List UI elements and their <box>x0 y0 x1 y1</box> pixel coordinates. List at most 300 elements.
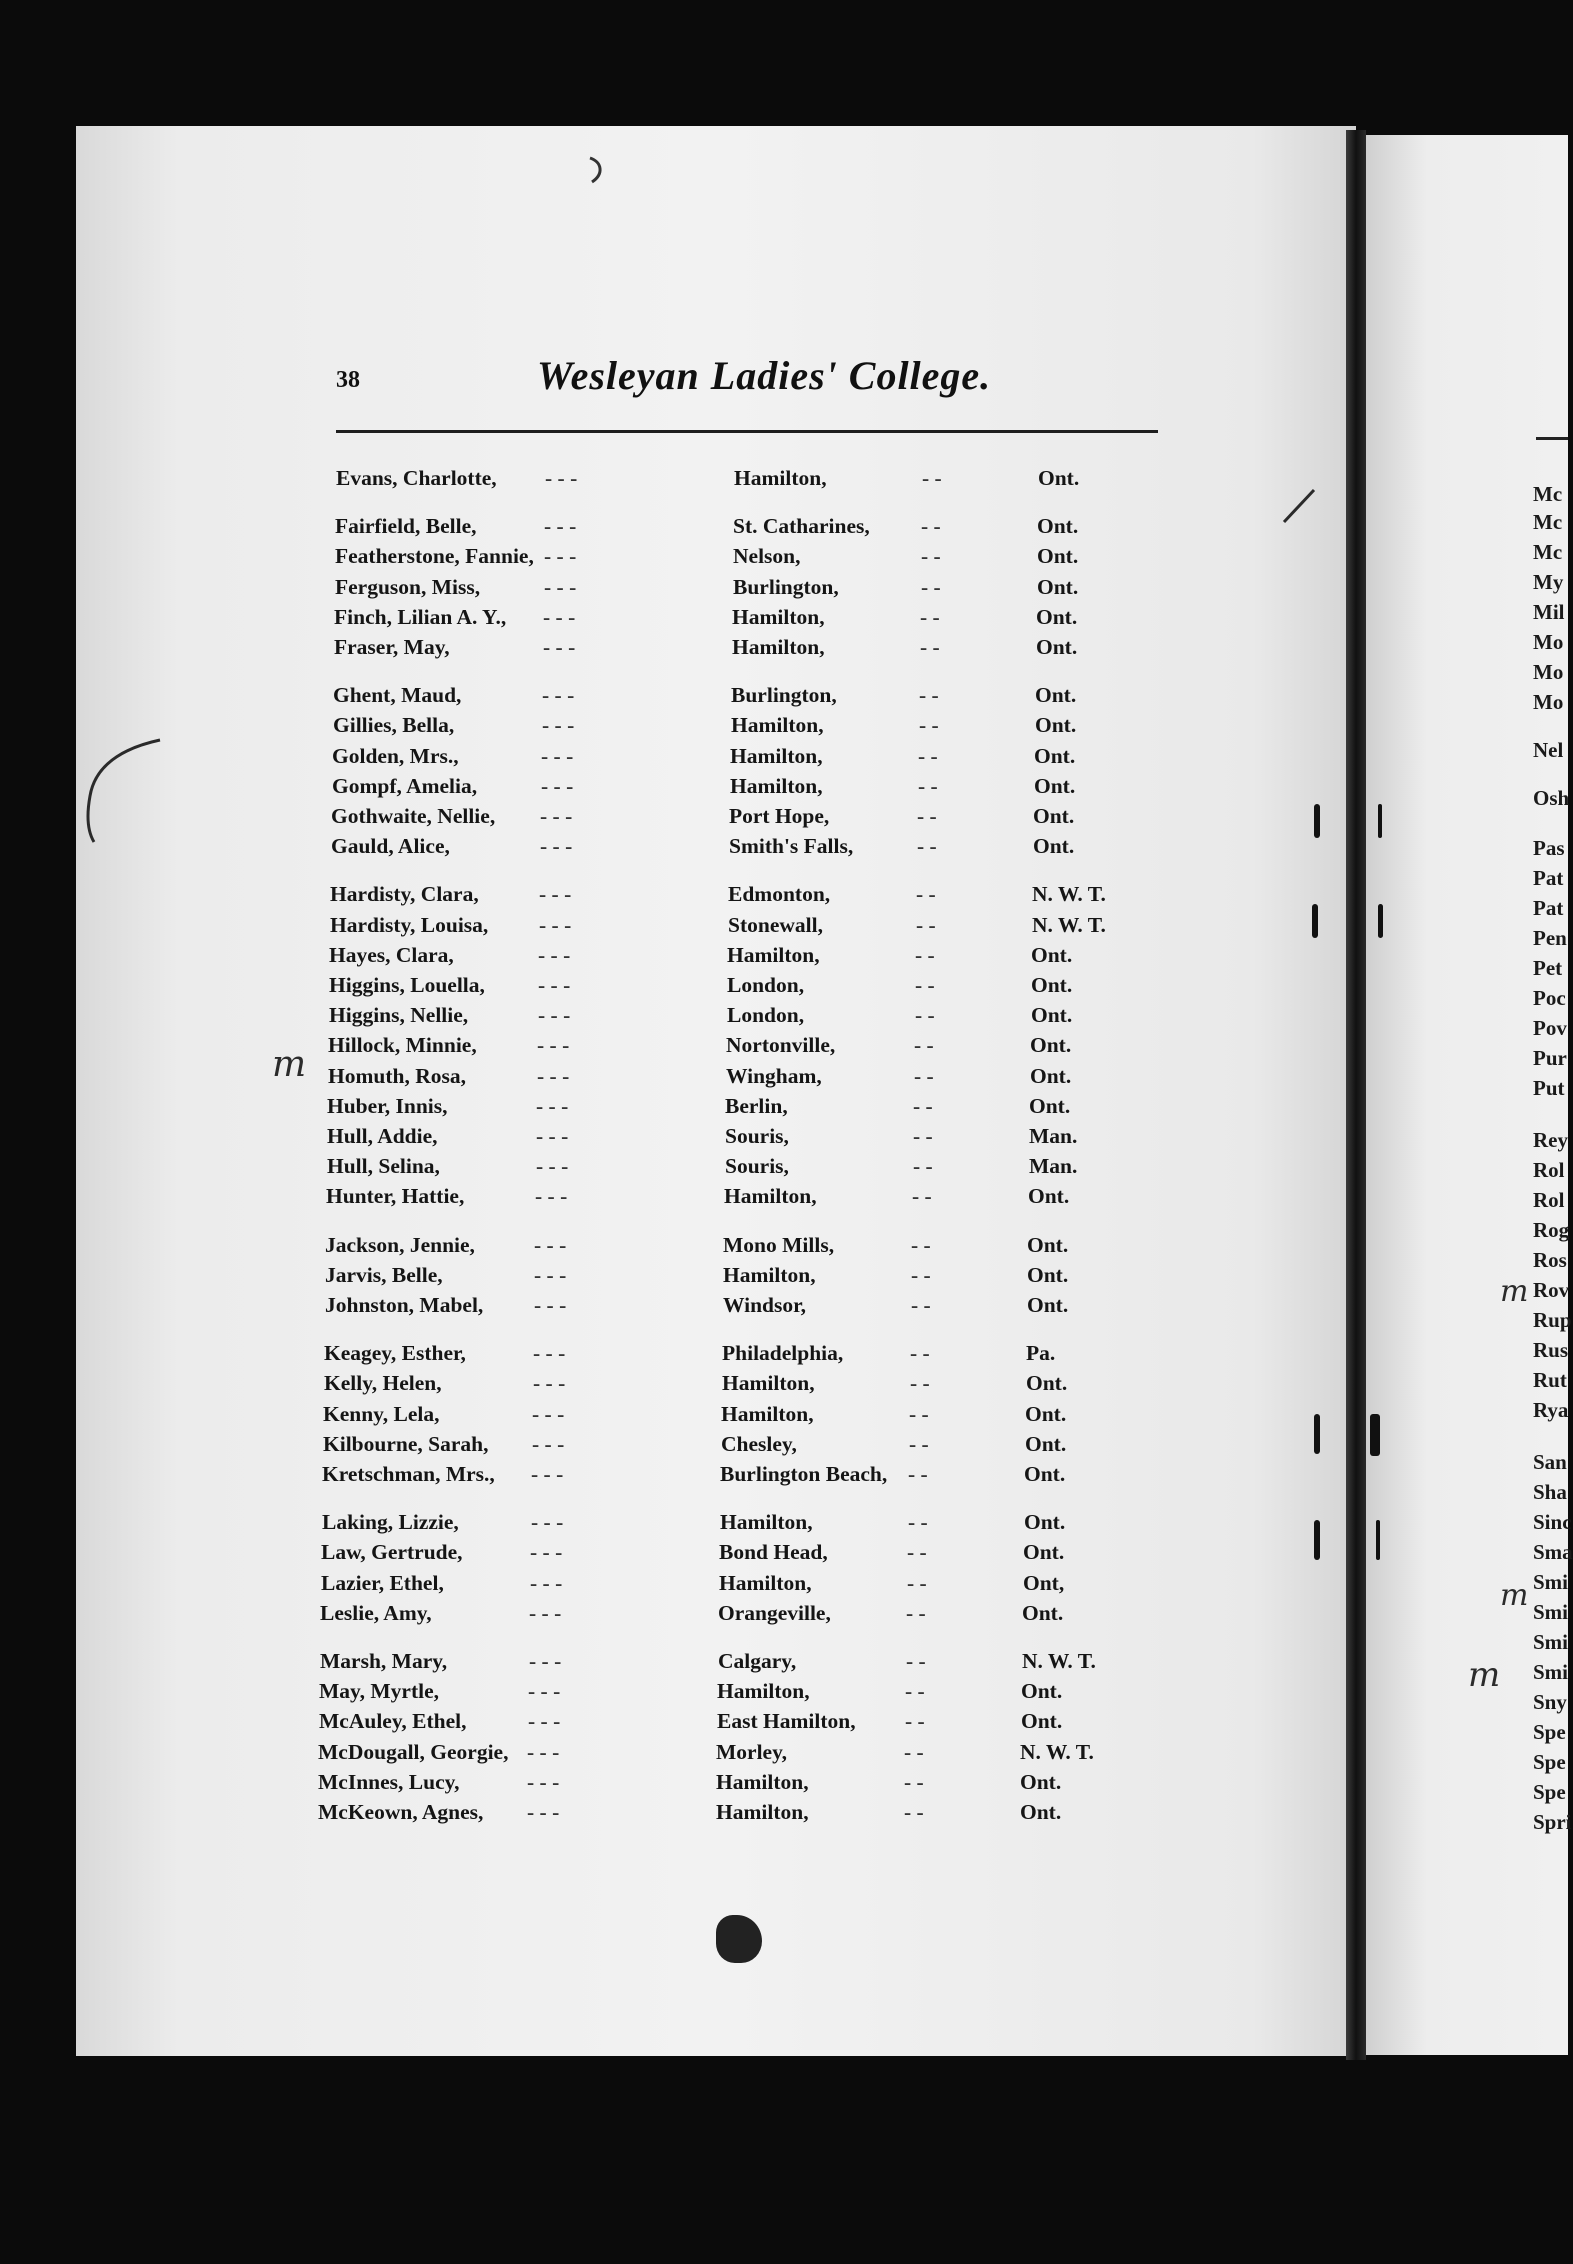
leader-dots: - - - <box>539 913 572 937</box>
student-province: N. W. T. <box>1022 1649 1096 1673</box>
leader-dots: - - - <box>527 1770 560 1794</box>
student-name: Ghent, Maud, <box>333 683 462 707</box>
leader-dots: - - - <box>528 1709 561 1733</box>
list-item <box>0 1462 1200 1492</box>
facing-page-fragment: Mc <box>1533 482 1563 506</box>
leader-dots: - - - <box>529 1601 562 1625</box>
student-name: Hull, Addie, <box>327 1124 438 1148</box>
student-province: Ont. <box>1036 635 1078 659</box>
facing-page-fragment: Sny <box>1533 1690 1567 1714</box>
student-province: Ont. <box>1020 1770 1062 1794</box>
leader-dots: - - - <box>543 605 576 629</box>
student-province: Pa. <box>1026 1341 1056 1365</box>
student-town: Wingham, <box>726 1064 822 1088</box>
student-province: Ont. <box>1024 1462 1066 1486</box>
list-item <box>0 1510 1200 1540</box>
list-item <box>0 605 1200 635</box>
facing-page-fragment: San <box>1533 1450 1567 1474</box>
student-province: Ont. <box>1037 514 1079 538</box>
student-town: Bond Head, <box>719 1540 828 1564</box>
list-item <box>0 1740 1200 1770</box>
leader-dots: - - <box>908 1510 928 1534</box>
facing-page-fragment: Pur <box>1533 1046 1567 1070</box>
student-province: Ont. <box>1028 1184 1070 1208</box>
student-town: Mono Mills, <box>723 1233 835 1257</box>
student-town: Hamilton, <box>727 943 820 967</box>
facing-page-fragment: Sha <box>1533 1480 1567 1504</box>
student-town: Hamilton, <box>716 1800 809 1824</box>
leader-dots: - - <box>921 514 941 538</box>
header-rule <box>336 430 1158 433</box>
student-name: Higgins, Nellie, <box>329 1003 469 1027</box>
student-town: Morley, <box>716 1740 788 1764</box>
student-province: Ont. <box>1037 544 1079 568</box>
leader-dots: - - <box>921 575 941 599</box>
leader-dots: - - <box>911 1293 931 1317</box>
student-town: Port Hope, <box>729 804 830 828</box>
facing-page-fragment: Rol <box>1533 1188 1565 1212</box>
student-province: Ont. <box>1024 1510 1066 1534</box>
student-town: East Hamilton, <box>717 1709 856 1733</box>
facing-page-fragment: Pat <box>1533 896 1564 920</box>
student-name: Laking, Lizzie, <box>322 1510 459 1534</box>
student-province: Ont, <box>1023 1571 1065 1595</box>
leader-dots: - - <box>918 774 938 798</box>
student-province: Ont. <box>1037 575 1079 599</box>
student-town: Hamilton, <box>717 1679 810 1703</box>
student-name: Keagey, Esther, <box>324 1341 466 1365</box>
student-name: McDougall, Georgie, <box>318 1740 509 1764</box>
student-name: Kelly, Helen, <box>324 1371 442 1395</box>
student-province: Ont. <box>1035 713 1077 737</box>
facing-page-fragment: Pat <box>1533 866 1564 890</box>
leader-dots: - - - <box>534 1263 567 1287</box>
list-item <box>0 973 1200 1003</box>
student-town: Hamilton, <box>719 1571 812 1595</box>
student-name: Hull, Selina, <box>327 1154 440 1178</box>
student-town: Hamilton, <box>721 1402 814 1426</box>
facing-page-fragment: Poc <box>1533 986 1566 1010</box>
list-item <box>0 683 1200 713</box>
student-province: Ont. <box>1030 1033 1072 1057</box>
leader-dots: - - - <box>528 1679 561 1703</box>
leader-dots: - - <box>905 1679 925 1703</box>
student-province: N. W. T. <box>1032 913 1106 937</box>
facing-page-fragment: Rya <box>1533 1398 1569 1422</box>
leader-dots: - - - <box>544 575 577 599</box>
leader-dots: - - <box>913 1124 933 1148</box>
page-title: Wesleyan Ladies' College. <box>537 353 992 398</box>
list-item <box>0 544 1200 574</box>
leader-dots: - - - <box>540 804 573 828</box>
leader-dots: - - <box>905 1709 925 1733</box>
student-town: Philadelphia, <box>722 1341 844 1365</box>
leader-dots: - - <box>914 1033 934 1057</box>
leader-dots: - - <box>915 1003 935 1027</box>
leader-dots: - - <box>904 1800 924 1824</box>
list-item <box>0 1064 1200 1094</box>
leader-dots: - - <box>912 1184 932 1208</box>
student-province: Man. <box>1029 1124 1078 1148</box>
facing-page-fragment: Mil <box>1533 600 1565 624</box>
facing-page-fragment: Mc <box>1533 540 1563 564</box>
student-province: Ont. <box>1022 1601 1064 1625</box>
list-item <box>0 882 1200 912</box>
student-name: Gompf, Amelia, <box>332 774 478 798</box>
leader-dots: - - <box>917 834 937 858</box>
student-province: N. W. T. <box>1032 882 1106 906</box>
leader-dots: - - - <box>533 1341 566 1365</box>
leader-dots: - - <box>904 1740 924 1764</box>
student-town: Souris, <box>725 1154 789 1178</box>
student-town: Chesley, <box>721 1432 797 1456</box>
leader-dots: - - <box>911 1263 931 1287</box>
leader-dots: - - - <box>532 1402 565 1426</box>
student-name: Lazier, Ethel, <box>321 1571 444 1595</box>
facing-page-fragment: Smi <box>1533 1660 1569 1684</box>
leader-dots: - - - <box>536 1124 569 1148</box>
handwritten-mark: m <box>1500 1578 1529 1613</box>
facing-page-fragment: Sinc <box>1533 1510 1572 1534</box>
list-item <box>0 1709 1200 1739</box>
facing-page-fragment: Pov <box>1533 1016 1567 1040</box>
student-town: Hamilton, <box>732 605 825 629</box>
facing-page-fragment: Spe <box>1533 1720 1566 1744</box>
facing-page-fragment: Smi <box>1533 1600 1569 1624</box>
gutter-tick <box>1378 804 1382 838</box>
student-town: Burlington, <box>731 683 837 707</box>
student-town: Smith's Falls, <box>729 834 854 858</box>
student-province: Ont. <box>1025 1432 1067 1456</box>
list-item <box>0 1649 1200 1679</box>
list-item <box>0 1679 1200 1709</box>
student-town: London, <box>727 973 805 997</box>
leader-dots: - - <box>920 605 940 629</box>
student-name: Gothwaite, Nellie, <box>331 804 496 828</box>
student-province: Man. <box>1029 1154 1078 1178</box>
student-town: Hamilton, <box>730 744 823 768</box>
student-town: Hamilton, <box>724 1184 817 1208</box>
leader-dots: - - - <box>534 1233 567 1257</box>
facing-page-fragment: Rol <box>1533 1158 1565 1182</box>
student-town: Hamilton, <box>732 635 825 659</box>
student-province: N. W. T. <box>1020 1740 1094 1764</box>
list-item <box>0 635 1200 665</box>
student-name: Fairfield, Belle, <box>335 514 477 538</box>
student-town: St. Catharines, <box>733 514 870 538</box>
list-item <box>0 1124 1200 1154</box>
student-town: Orangeville, <box>718 1601 831 1625</box>
student-name: McAuley, Ethel, <box>319 1709 467 1733</box>
stray-mark <box>584 152 614 194</box>
list-item <box>0 1184 1200 1214</box>
leader-dots: - - <box>910 1371 930 1395</box>
leader-dots: - - - <box>531 1462 564 1486</box>
list-item <box>0 1003 1200 1033</box>
page-number: 38 <box>336 367 360 393</box>
student-province: Ont. <box>1021 1679 1063 1703</box>
page-header <box>0 0 1568 460</box>
facing-page-fragment: Osh <box>1533 786 1570 810</box>
leader-dots: - - <box>918 744 938 768</box>
leader-dots: - - <box>909 1402 929 1426</box>
student-province: Ont. <box>1026 1371 1068 1395</box>
leader-dots: - - - <box>542 683 575 707</box>
student-town: Hamilton, <box>716 1770 809 1794</box>
student-name: Marsh, Mary, <box>320 1649 448 1673</box>
leader-dots: - - - <box>544 514 577 538</box>
student-name: Jarvis, Belle, <box>325 1263 443 1287</box>
leader-dots: - - - <box>530 1571 563 1595</box>
student-town: Hamilton, <box>723 1263 816 1287</box>
leader-dots: - - <box>904 1770 924 1794</box>
facing-page-fragment: Ros <box>1533 1248 1567 1272</box>
student-province: Ont. <box>1038 466 1080 490</box>
student-province: Ont. <box>1025 1402 1067 1426</box>
leader-dots: - - <box>906 1649 926 1673</box>
handwritten-bracket-mark <box>82 736 162 846</box>
leader-dots: - - <box>909 1432 929 1456</box>
leader-dots: - - - <box>536 1154 569 1178</box>
student-town: Edmonton, <box>728 882 831 906</box>
list-item <box>0 774 1200 804</box>
student-province: Ont. <box>1027 1233 1069 1257</box>
list-item <box>0 804 1200 834</box>
student-name: McInnes, Lucy, <box>318 1770 460 1794</box>
student-name: McKeown, Agnes, <box>318 1800 484 1824</box>
facing-page-fragment: Rov <box>1533 1278 1570 1302</box>
leader-dots: - - <box>919 713 939 737</box>
list-item <box>0 1402 1200 1432</box>
student-town: Berlin, <box>725 1094 788 1118</box>
student-town: Hamilton, <box>731 713 824 737</box>
leader-dots: - - - <box>536 1094 569 1118</box>
student-province: Ont. <box>1030 1064 1072 1088</box>
gutter-tick <box>1312 904 1318 938</box>
gutter-tick <box>1314 1520 1320 1560</box>
student-name: Finch, Lilian A. Y., <box>334 605 507 629</box>
gutter-tick <box>1376 1520 1380 1560</box>
student-town: Calgary, <box>718 1649 797 1673</box>
student-name: Huber, Innis, <box>327 1094 448 1118</box>
student-name: Gillies, Bella, <box>333 713 455 737</box>
student-province: Ont. <box>1020 1800 1062 1824</box>
facing-page-fragment: Spe <box>1533 1780 1566 1804</box>
facing-page-fragment: Pet <box>1533 956 1563 980</box>
facing-page-fragment: Sma <box>1533 1540 1573 1564</box>
leader-dots: - - <box>914 1064 934 1088</box>
gutter-tick <box>1370 1414 1380 1456</box>
list-item <box>0 834 1200 864</box>
leader-dots: - - - <box>541 774 574 798</box>
student-name: Evans, Charlotte, <box>336 466 497 490</box>
facing-page-fragment: Smi <box>1533 1570 1569 1594</box>
list-item <box>0 1432 1200 1462</box>
leader-dots: - - - <box>542 713 575 737</box>
student-town: Nortonville, <box>726 1033 836 1057</box>
list-item <box>0 514 1200 544</box>
leader-dots: - - - <box>537 1064 570 1088</box>
student-town: Nelson, <box>733 544 801 568</box>
leader-dots: - - <box>915 973 935 997</box>
student-name: Homuth, Rosa, <box>328 1064 466 1088</box>
leader-dots: - - <box>913 1154 933 1178</box>
leader-dots: - - <box>922 466 942 490</box>
facing-page-fragment: Rup <box>1533 1308 1572 1332</box>
student-name: Higgins, Louella, <box>329 973 485 997</box>
leader-dots: - - <box>920 635 940 659</box>
list-item <box>0 1263 1200 1293</box>
leader-dots: - - <box>908 1462 928 1486</box>
student-province: Ont. <box>1034 774 1076 798</box>
list-item <box>0 1371 1200 1401</box>
list-item <box>0 913 1200 943</box>
student-province: Ont. <box>1031 943 1073 967</box>
leader-dots: - - - <box>543 635 576 659</box>
facing-page-fragment: Put <box>1533 1076 1565 1100</box>
list-item <box>0 744 1200 774</box>
student-province: Ont. <box>1031 1003 1073 1027</box>
student-name: Hardisty, Clara, <box>330 882 479 906</box>
list-item <box>0 1601 1200 1631</box>
student-name: Kretschman, Mrs., <box>322 1462 495 1486</box>
leader-dots: - - - <box>527 1800 560 1824</box>
leader-dots: - - - <box>529 1649 562 1673</box>
student-province: Ont. <box>1034 744 1076 768</box>
list-item <box>0 1800 1200 1830</box>
leader-dots: - - - <box>532 1432 565 1456</box>
handwritten-mark: m <box>272 1044 307 1085</box>
facing-page-fragment: My <box>1533 570 1564 594</box>
student-town: Souris, <box>725 1124 789 1148</box>
student-town: Hamilton, <box>720 1510 813 1534</box>
student-province: Ont. <box>1035 683 1077 707</box>
facing-page-fragment: Pas <box>1533 836 1565 860</box>
leader-dots: - - - <box>533 1371 566 1395</box>
facing-page-fragment: Rus <box>1533 1338 1569 1362</box>
leader-dots: - - - <box>544 544 577 568</box>
student-name: Featherstone, Fannie, <box>335 544 534 568</box>
gutter-tick <box>1378 904 1383 938</box>
facing-page-fragment: Nel <box>1533 738 1564 762</box>
leader-dots: - - - <box>540 834 573 858</box>
facing-page-fragment: Spri <box>1533 1810 1572 1834</box>
facing-page-fragment: Smi <box>1533 1630 1569 1654</box>
handwritten-mark: m <box>1468 1655 1501 1695</box>
facing-page-fragment: Rut <box>1533 1368 1567 1392</box>
list-item <box>0 1770 1200 1800</box>
list-item <box>0 1341 1200 1371</box>
list-item <box>0 1233 1200 1263</box>
student-town: Hamilton, <box>722 1371 815 1395</box>
leader-dots: - - - <box>530 1540 563 1564</box>
leader-dots: - - <box>911 1233 931 1257</box>
student-name: Kilbourne, Sarah, <box>323 1432 489 1456</box>
student-province: Ont. <box>1029 1094 1071 1118</box>
leader-dots: - - <box>915 943 935 967</box>
leader-dots: - - - <box>534 1293 567 1317</box>
student-town: Hamilton, <box>734 466 827 490</box>
pencil-stroke-mark <box>1280 486 1320 526</box>
student-name: Law, Gertrude, <box>321 1540 463 1564</box>
list-item <box>0 466 1200 496</box>
facing-page-fragment: Mo <box>1533 660 1564 684</box>
student-province: Ont. <box>1021 1709 1063 1733</box>
list-item <box>0 1293 1200 1323</box>
list-item <box>0 1571 1200 1601</box>
leader-dots: - - - <box>538 1003 571 1027</box>
student-town: Burlington, <box>733 575 839 599</box>
leader-dots: - - - <box>538 973 571 997</box>
student-province: Ont. <box>1031 973 1073 997</box>
gutter-tick <box>1314 804 1320 838</box>
facing-page-fragment: Rey <box>1533 1128 1568 1152</box>
leader-dots: - - <box>907 1540 927 1564</box>
leader-dots: - - - <box>538 943 571 967</box>
student-province: Ont. <box>1027 1263 1069 1287</box>
student-name: Leslie, Amy, <box>320 1601 432 1625</box>
leader-dots: - - - <box>545 466 578 490</box>
student-province: Ont. <box>1023 1540 1065 1564</box>
list-item <box>0 1033 1200 1063</box>
list-item <box>0 1540 1200 1570</box>
list-item <box>0 575 1200 605</box>
leader-dots: - - - <box>537 1033 570 1057</box>
leader-dots: - - <box>906 1601 926 1625</box>
list-item <box>0 1154 1200 1184</box>
student-name: Gauld, Alice, <box>331 834 450 858</box>
leader-dots: - - <box>921 544 941 568</box>
student-name: Hunter, Hattie, <box>326 1184 465 1208</box>
list-item <box>0 943 1200 973</box>
facing-page-fragment: Rog <box>1533 1218 1570 1242</box>
leader-dots: - - <box>916 882 936 906</box>
student-town: Burlington Beach, <box>720 1462 888 1486</box>
facing-page-fragment: Pen <box>1533 926 1567 950</box>
list-item <box>0 713 1200 743</box>
leader-dots: - - - <box>539 882 572 906</box>
leader-dots: - - - <box>531 1510 564 1534</box>
student-name: Hillock, Minnie, <box>328 1033 477 1057</box>
student-town: Windsor, <box>723 1293 807 1317</box>
facing-page-fragment: Mc <box>1533 510 1563 534</box>
ink-blot <box>716 1915 762 1963</box>
facing-page-fragment: Spe <box>1533 1750 1566 1774</box>
leader-dots: - - - <box>541 744 574 768</box>
student-province: Ont. <box>1033 834 1075 858</box>
student-province: Ont. <box>1027 1293 1069 1317</box>
gutter-tick <box>1314 1414 1320 1454</box>
student-province: Ont. <box>1033 804 1075 828</box>
student-name: May, Myrtle, <box>319 1679 439 1703</box>
handwritten-mark: m <box>1500 1274 1529 1309</box>
leader-dots: - - <box>917 804 937 828</box>
student-town: Hamilton, <box>730 774 823 798</box>
student-name: Jackson, Jennie, <box>325 1233 475 1257</box>
student-town: London, <box>727 1003 805 1027</box>
student-town: Stonewall, <box>728 913 823 937</box>
student-name: Ferguson, Miss, <box>335 575 481 599</box>
student-name: Kenny, Lela, <box>323 1402 440 1426</box>
student-name: Johnston, Mabel, <box>325 1293 484 1317</box>
student-name: Hayes, Clara, <box>329 943 454 967</box>
leader-dots: - - <box>913 1094 933 1118</box>
leader-dots: - - - <box>527 1740 560 1764</box>
facing-page-fragment: Mo <box>1533 630 1564 654</box>
leader-dots: - - <box>916 913 936 937</box>
leader-dots: - - <box>910 1341 930 1365</box>
leader-dots: - - <box>907 1571 927 1595</box>
